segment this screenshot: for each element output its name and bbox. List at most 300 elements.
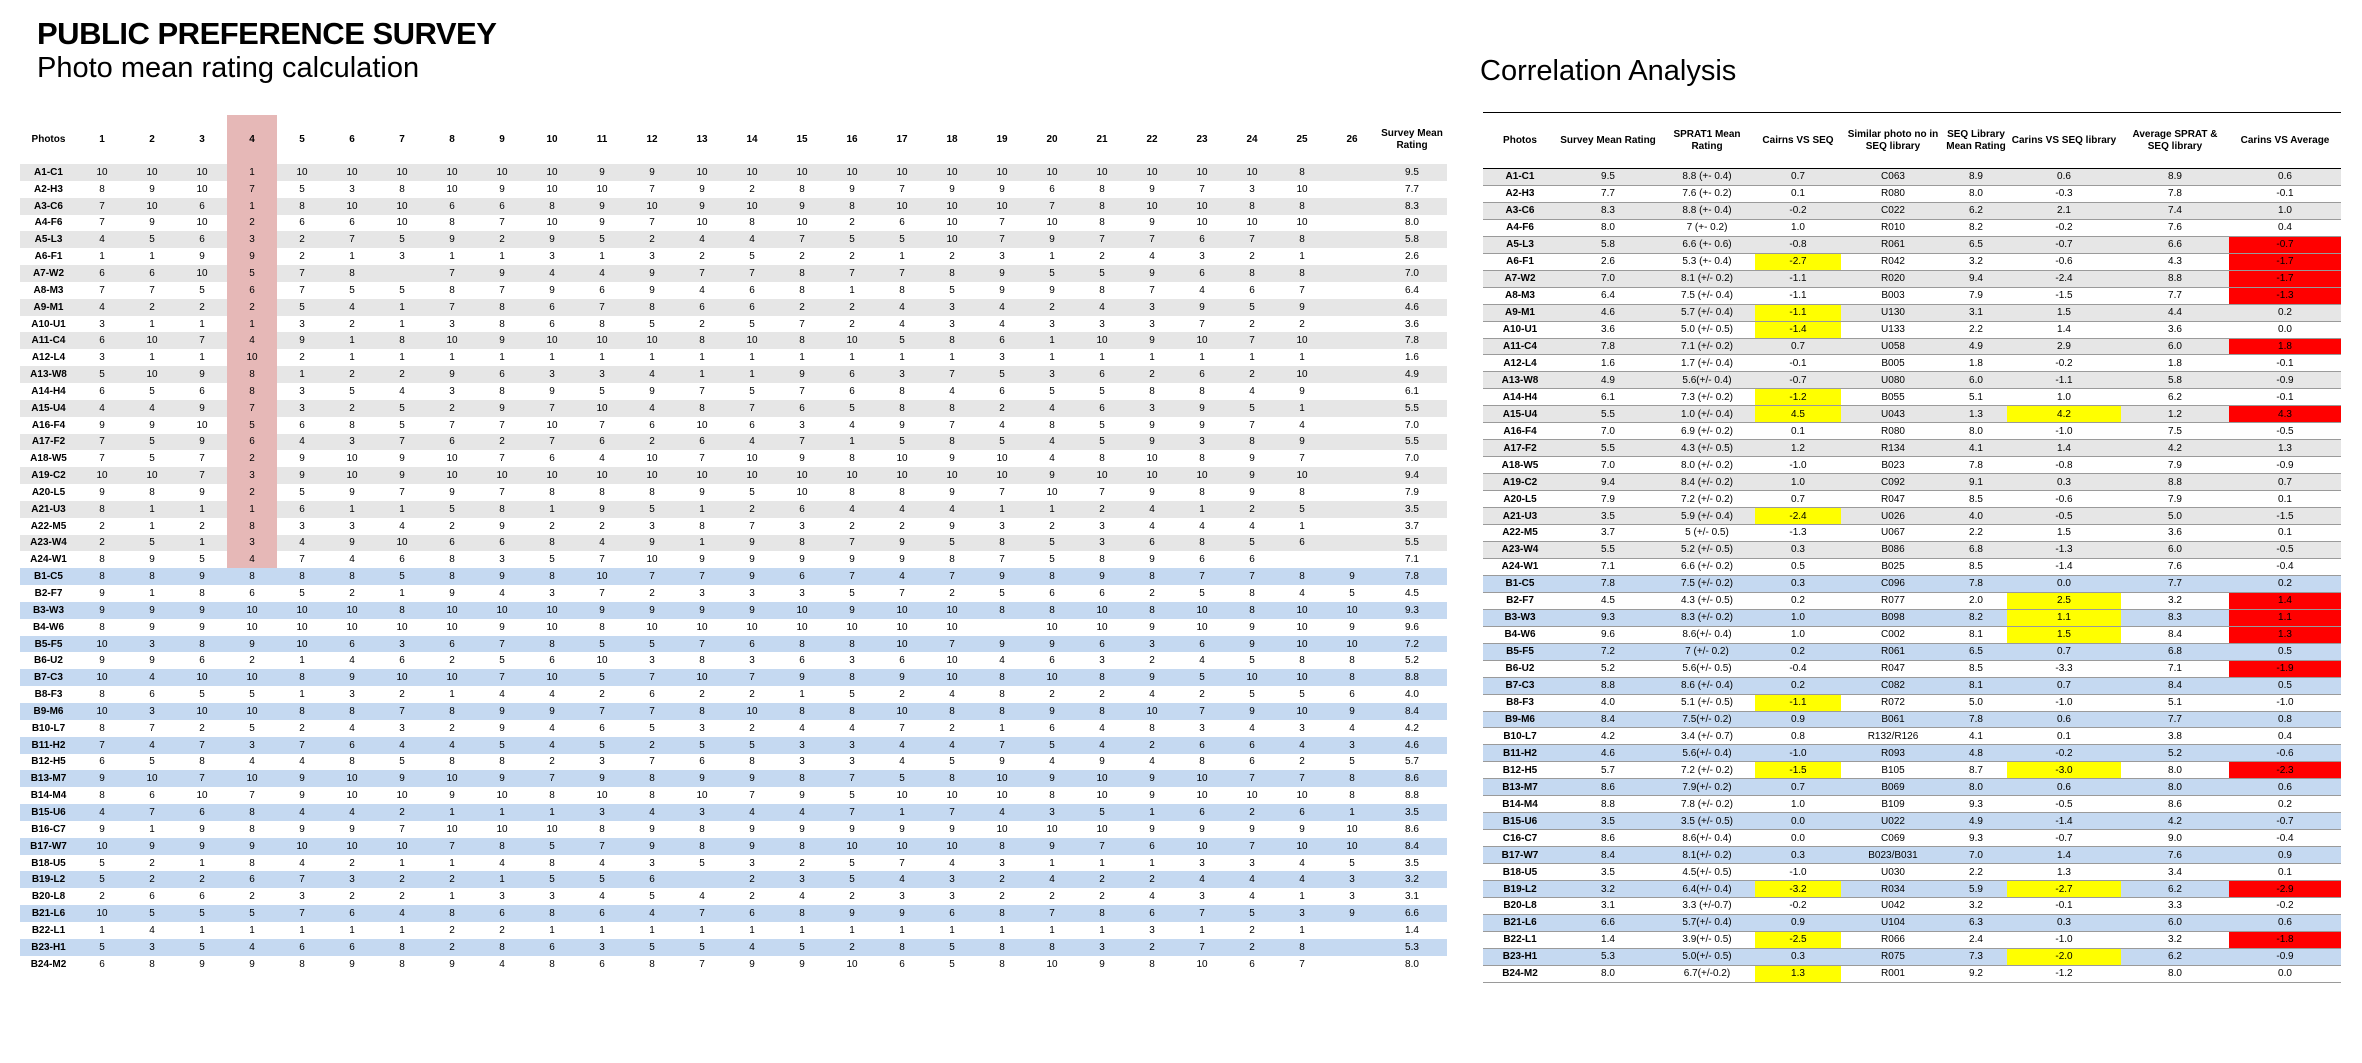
rating-cell: 8 bbox=[227, 568, 277, 585]
rating-cell: 4 bbox=[1177, 652, 1227, 669]
rating-cell: 10 bbox=[477, 821, 527, 838]
rating-cell: 4 bbox=[1227, 888, 1277, 905]
rating-cell: 10 bbox=[427, 619, 477, 636]
rating-cell: 9 bbox=[677, 602, 727, 619]
rating-cell bbox=[377, 265, 427, 282]
rating-cell: 7 bbox=[77, 215, 127, 232]
correlation-cell: 9.5 bbox=[1557, 169, 1659, 186]
rating-cell: 7 bbox=[77, 450, 127, 467]
rating-cell: 6 bbox=[77, 956, 127, 973]
rating-cell: 9 bbox=[77, 417, 127, 434]
rating-cell: 4 bbox=[1127, 501, 1177, 518]
correlation-cell: 6.2 bbox=[2121, 948, 2229, 965]
rating-cell: 5 bbox=[1177, 585, 1227, 602]
rating-cell: 7 bbox=[877, 585, 927, 602]
rating-cell: 8 bbox=[77, 181, 127, 198]
rating-cell: 5 bbox=[277, 484, 327, 501]
rating-cell: 8 bbox=[977, 956, 1027, 973]
photo-id-cell: B3-W3 bbox=[20, 602, 77, 619]
rating-cell: 1 bbox=[627, 349, 677, 366]
rating-cell: 10 bbox=[327, 164, 377, 181]
correlation-row bbox=[1483, 355, 2341, 372]
rating-cell: 10 bbox=[427, 332, 477, 349]
rating-cell: 7 bbox=[77, 434, 127, 451]
correlation-cell: 7.3 bbox=[1945, 948, 2007, 965]
rating-cell: 9 bbox=[477, 720, 527, 737]
correlation-col-header: Similar photo no in SEQ library bbox=[1841, 113, 1945, 169]
rating-cell: 4 bbox=[327, 720, 377, 737]
correlation-cell: -1.1 bbox=[1755, 694, 1841, 711]
survey-col-mean-header: Survey Mean Rating bbox=[1381, 127, 1443, 151]
rating-cell: 10 bbox=[477, 602, 527, 619]
correlation-cell: 7.7 bbox=[2121, 287, 2229, 304]
rating-cell: 1 bbox=[177, 316, 227, 333]
rating-cell: 9 bbox=[627, 602, 677, 619]
rating-cell: 10 bbox=[1277, 181, 1327, 198]
correlation-cell: 3.7 bbox=[1557, 525, 1659, 542]
rating-cell: 10 bbox=[1127, 703, 1177, 720]
rating-cell: 7 bbox=[1227, 417, 1277, 434]
rating-cell: 4 bbox=[827, 417, 877, 434]
rating-cell: 2 bbox=[277, 248, 327, 265]
correlation-header-row bbox=[1483, 113, 2341, 169]
rating-cell: 7 bbox=[727, 669, 777, 686]
rating-cell: 1 bbox=[777, 349, 827, 366]
rating-cell: 4 bbox=[227, 551, 277, 568]
correlation-cell: 0.0 bbox=[2229, 965, 2341, 982]
correlation-cell: 7.8 bbox=[1945, 711, 2007, 728]
rating-cell: 5 bbox=[77, 855, 127, 872]
rating-cell: 2 bbox=[377, 871, 427, 888]
rating-cell: 8 bbox=[277, 669, 327, 686]
rating-cell: 10 bbox=[1327, 821, 1377, 838]
rating-cell: 9 bbox=[1127, 619, 1177, 636]
rating-cell: 8 bbox=[827, 669, 877, 686]
correlation-row bbox=[1483, 931, 2341, 948]
rating-cell: 6 bbox=[627, 871, 677, 888]
survey-row bbox=[20, 568, 1447, 585]
correlation-cell: 6.6 (+- 0.6) bbox=[1659, 236, 1755, 253]
rating-cell: 3 bbox=[927, 316, 977, 333]
correlation-cell: -1.7 bbox=[2229, 270, 2341, 287]
rating-cell: 10 bbox=[227, 619, 277, 636]
correlation-cell: -1.4 bbox=[2007, 813, 2121, 830]
correlation-cell: 4.8 bbox=[1945, 745, 2007, 762]
rating-cell: 1 bbox=[727, 922, 777, 939]
rating-cell: 10 bbox=[1177, 770, 1227, 787]
rating-cell: 4 bbox=[1177, 518, 1227, 535]
rating-cell: 10 bbox=[427, 164, 477, 181]
correlation-cell: 8.1 bbox=[1945, 677, 2007, 694]
rating-cell: 6 bbox=[427, 636, 477, 653]
rating-cell: 9 bbox=[877, 905, 927, 922]
rating-cell: 10 bbox=[77, 703, 127, 720]
rating-cell: 7 bbox=[727, 787, 777, 804]
rating-cell: 10 bbox=[677, 669, 727, 686]
rating-cell: 1 bbox=[677, 535, 727, 552]
rating-cell: 9 bbox=[1127, 215, 1177, 232]
correlation-cell: -0.2 bbox=[2229, 897, 2341, 914]
rating-cell: 1 bbox=[677, 501, 727, 518]
rating-cell: 7 bbox=[877, 720, 927, 737]
rating-cell: 5 bbox=[877, 434, 927, 451]
rating-cell: 6 bbox=[1077, 400, 1127, 417]
rating-cell: 1 bbox=[1277, 349, 1327, 366]
survey-row bbox=[20, 804, 1447, 821]
correlation-cell: 0.8 bbox=[1755, 728, 1841, 745]
rating-cell: 9 bbox=[877, 551, 927, 568]
rating-cell: 9 bbox=[427, 787, 477, 804]
rating-cell: 5 bbox=[1227, 905, 1277, 922]
rating-cell: 7 bbox=[927, 366, 977, 383]
rating-cell: 6 bbox=[177, 652, 227, 669]
rating-cell: 10 bbox=[1277, 669, 1327, 686]
rating-cell: 4 bbox=[877, 737, 927, 754]
correlation-cell: -1.5 bbox=[2229, 508, 2341, 525]
correlation-cell: 8.3 (+/- 0.2) bbox=[1659, 609, 1755, 626]
rating-cell: 10 bbox=[1227, 164, 1277, 181]
correlation-cell: U022 bbox=[1841, 813, 1945, 830]
rating-cell: 9 bbox=[1027, 282, 1077, 299]
rating-cell: 1 bbox=[477, 804, 527, 821]
correlation-cell: -0.3 bbox=[2007, 185, 2121, 202]
rating-cell: 10 bbox=[427, 181, 477, 198]
rating-cell: 4 bbox=[1277, 417, 1327, 434]
correlation-cell: -0.8 bbox=[1755, 236, 1841, 253]
rating-cell: 3 bbox=[477, 888, 527, 905]
photo-id-cell: A16-F4 bbox=[1483, 423, 1557, 440]
correlation-cell: 2.2 bbox=[1945, 864, 2007, 881]
rating-cell: 9 bbox=[577, 215, 627, 232]
correlation-cell: 5.0 bbox=[1945, 694, 2007, 711]
rating-cell: 8 bbox=[77, 619, 127, 636]
rating-cell: 8 bbox=[327, 754, 377, 771]
rating-cell: 2 bbox=[427, 400, 477, 417]
rating-cell: 10 bbox=[627, 198, 677, 215]
rating-cell: 4 bbox=[1227, 383, 1277, 400]
correlation-cell: 5.3 bbox=[1557, 948, 1659, 965]
rating-cell: 7 bbox=[1127, 282, 1177, 299]
rating-cell: 10 bbox=[527, 821, 577, 838]
rating-cell: 4 bbox=[827, 720, 877, 737]
rating-cell: 9 bbox=[1177, 417, 1227, 434]
correlation-cell: -0.6 bbox=[2007, 491, 2121, 508]
rating-cell: 2 bbox=[377, 804, 427, 821]
rating-cell: 6 bbox=[1077, 585, 1127, 602]
correlation-cell: 7.0 bbox=[1557, 457, 1659, 474]
rating-cell: 6 bbox=[127, 686, 177, 703]
correlation-cell: 7.9 bbox=[2121, 491, 2229, 508]
rating-cell: 7 bbox=[77, 282, 127, 299]
rating-cell: 10 bbox=[227, 703, 277, 720]
rating-cell: 7 bbox=[777, 383, 827, 400]
rating-cell: 3 bbox=[227, 231, 277, 248]
rating-cell: 9 bbox=[177, 484, 227, 501]
survey-row bbox=[20, 332, 1447, 349]
rating-cell: 2 bbox=[1127, 585, 1177, 602]
rating-cell: 8 bbox=[877, 484, 927, 501]
photo-id-cell: B2-F7 bbox=[1483, 592, 1557, 609]
rating-cell: 6 bbox=[177, 231, 227, 248]
mean-rating-cell: 5.5 bbox=[1377, 400, 1447, 417]
correlation-row bbox=[1483, 338, 2341, 355]
mean-rating-cell: 8.3 bbox=[1377, 198, 1447, 215]
correlation-col-header: SPRAT1 Mean Rating bbox=[1659, 113, 1755, 169]
rating-cell: 6 bbox=[477, 535, 527, 552]
rating-cell: 6 bbox=[727, 636, 777, 653]
correlation-cell: R077 bbox=[1841, 592, 1945, 609]
rating-cell: 2 bbox=[827, 215, 877, 232]
rating-cell: 2 bbox=[927, 585, 977, 602]
rating-cell: 10 bbox=[327, 198, 377, 215]
rating-cell: 2 bbox=[677, 248, 727, 265]
rating-cell: 6 bbox=[1027, 720, 1077, 737]
rating-cell: 4 bbox=[77, 804, 127, 821]
photo-id-cell: A5-L3 bbox=[1483, 236, 1557, 253]
rating-cell: 8 bbox=[1027, 939, 1077, 956]
correlation-cell: 5.9 bbox=[1945, 881, 2007, 898]
rating-cell: 10 bbox=[677, 787, 727, 804]
mean-rating-cell: 7.0 bbox=[1377, 265, 1447, 282]
correlation-cell: 0.4 bbox=[2229, 728, 2341, 745]
photo-id-cell: B15-U6 bbox=[1483, 813, 1557, 830]
rating-cell: 8 bbox=[1277, 939, 1327, 956]
correlation-row bbox=[1483, 219, 2341, 236]
rating-cell: 2 bbox=[627, 434, 677, 451]
correlation-cell: B098 bbox=[1841, 609, 1945, 626]
rating-cell: 3 bbox=[727, 855, 777, 872]
rating-cell: 10 bbox=[577, 568, 627, 585]
rating-cell: 9 bbox=[727, 956, 777, 973]
survey-row bbox=[20, 316, 1447, 333]
rating-cell: 2 bbox=[327, 888, 377, 905]
rating-cell: 4 bbox=[927, 501, 977, 518]
rating-cell: 10 bbox=[1177, 956, 1227, 973]
rating-cell: 4 bbox=[277, 804, 327, 821]
rating-cell: 4 bbox=[977, 316, 1027, 333]
rating-cell: 1 bbox=[177, 922, 227, 939]
photo-id-cell: B18-U5 bbox=[1483, 864, 1557, 881]
rating-cell: 9 bbox=[627, 265, 677, 282]
rating-cell: 3 bbox=[1127, 400, 1177, 417]
rating-cell: 10 bbox=[1277, 467, 1327, 484]
photo-id-cell: B13-M7 bbox=[1483, 779, 1557, 796]
rating-cell: 6 bbox=[327, 905, 377, 922]
rating-cell: 6 bbox=[1327, 686, 1377, 703]
correlation-cell: -1.4 bbox=[1755, 321, 1841, 338]
rating-cell: 4 bbox=[627, 905, 677, 922]
mean-rating-cell: 1.4 bbox=[1377, 922, 1447, 939]
rating-cell: 2 bbox=[677, 686, 727, 703]
rating-cell: 8 bbox=[177, 636, 227, 653]
rating-cell: 8 bbox=[877, 400, 927, 417]
photo-id-cell: A12-L4 bbox=[20, 349, 77, 366]
correlation-col-header: Survey Mean Rating bbox=[1557, 113, 1659, 169]
rating-cell: 5 bbox=[627, 501, 677, 518]
correlation-cell: 6.6 bbox=[1557, 914, 1659, 931]
rating-cell: 10 bbox=[1127, 164, 1177, 181]
correlation-cell: 0.3 bbox=[1755, 847, 1841, 864]
rating-cell: 3 bbox=[1227, 855, 1277, 872]
rating-cell: 3 bbox=[277, 518, 327, 535]
rating-cell: 1 bbox=[1277, 400, 1327, 417]
rating-cell: 1 bbox=[877, 804, 927, 821]
rating-cell: 5 bbox=[927, 535, 977, 552]
rating-cell: 7 bbox=[77, 198, 127, 215]
rating-cell: 2 bbox=[1227, 922, 1277, 939]
rating-cell: 8 bbox=[627, 299, 677, 316]
rating-cell: 6 bbox=[1027, 181, 1077, 198]
correlation-cell: 8.6 bbox=[1557, 779, 1659, 796]
correlation-cell: B005 bbox=[1841, 355, 1945, 372]
rating-cell: 1 bbox=[127, 349, 177, 366]
mean-rating-cell: 3.5 bbox=[1377, 804, 1447, 821]
rating-cell: 9 bbox=[377, 770, 427, 787]
rating-cell: 8 bbox=[1127, 383, 1177, 400]
rating-cell: 9 bbox=[327, 821, 377, 838]
survey-col-participant-header: 15 bbox=[796, 133, 808, 145]
rating-cell bbox=[1327, 248, 1377, 265]
rating-cell: 6 bbox=[77, 383, 127, 400]
rating-cell: 3 bbox=[1177, 248, 1227, 265]
rating-cell: 9 bbox=[727, 535, 777, 552]
rating-cell: 6 bbox=[177, 804, 227, 821]
correlation-cell: B069 bbox=[1841, 779, 1945, 796]
correlation-row bbox=[1483, 169, 2341, 186]
rating-cell: 5 bbox=[1327, 754, 1377, 771]
correlation-cell: -0.7 bbox=[2229, 813, 2341, 830]
rating-cell: 3 bbox=[1027, 804, 1077, 821]
correlation-cell: 0.9 bbox=[1755, 711, 1841, 728]
rating-cell: 9 bbox=[777, 366, 827, 383]
rating-cell: 10 bbox=[127, 332, 177, 349]
rating-cell: 10 bbox=[577, 787, 627, 804]
rating-cell bbox=[1327, 551, 1377, 568]
correlation-cell: 6.2 bbox=[2121, 389, 2229, 406]
correlation-cell: 8.1(+/- 0.2) bbox=[1659, 847, 1755, 864]
photo-id-cell: A14-H4 bbox=[1483, 389, 1557, 406]
rating-cell: 2 bbox=[77, 518, 127, 535]
rating-cell: 5 bbox=[827, 871, 877, 888]
rating-cell: 1 bbox=[327, 349, 377, 366]
rating-cell: 2 bbox=[727, 720, 777, 737]
rating-cell: 6 bbox=[877, 652, 927, 669]
correlation-cell: 2.2 bbox=[1945, 525, 2007, 542]
correlation-cell: 4.3 bbox=[2229, 406, 2341, 423]
rating-cell: 1 bbox=[1027, 855, 1077, 872]
rating-cell bbox=[1327, 939, 1377, 956]
rating-cell: 10 bbox=[977, 467, 1027, 484]
rating-cell: 10 bbox=[1177, 332, 1227, 349]
rating-cell: 4 bbox=[677, 231, 727, 248]
rating-cell: 10 bbox=[877, 164, 927, 181]
rating-cell: 7 bbox=[177, 332, 227, 349]
rating-cell: 5 bbox=[1227, 400, 1277, 417]
rating-cell: 5 bbox=[927, 956, 977, 973]
rating-cell: 9 bbox=[677, 484, 727, 501]
survey-header-row bbox=[20, 115, 1447, 164]
rating-cell: 8 bbox=[1177, 383, 1227, 400]
rating-cell: 8 bbox=[277, 703, 327, 720]
correlation-cell: 4.6 bbox=[1557, 745, 1659, 762]
correlation-cell: 4.1 bbox=[1945, 440, 2007, 457]
rating-cell: 5 bbox=[377, 231, 427, 248]
rating-cell: 9 bbox=[277, 787, 327, 804]
rating-cell: 10 bbox=[1077, 332, 1127, 349]
rating-cell: 8 bbox=[227, 383, 277, 400]
photo-id-cell: B24-M2 bbox=[20, 956, 77, 973]
survey-row bbox=[20, 922, 1447, 939]
rating-cell: 3 bbox=[727, 652, 777, 669]
photo-id-cell: A12-L4 bbox=[1483, 355, 1557, 372]
rating-cell: 6 bbox=[327, 939, 377, 956]
correlation-cell: 6.2 bbox=[1945, 202, 2007, 219]
rating-cell: 5 bbox=[877, 332, 927, 349]
correlation-cell: 7.3 (+/- 0.2) bbox=[1659, 389, 1755, 406]
mean-rating-cell: 7.0 bbox=[1377, 450, 1447, 467]
correlation-cell: U058 bbox=[1841, 338, 1945, 355]
correlation-cell: 1.0 (+/- 0.4) bbox=[1659, 406, 1755, 423]
correlation-cell: 5.0 bbox=[2121, 508, 2229, 525]
rating-cell: 7 bbox=[427, 838, 477, 855]
photo-id-cell: B7-C3 bbox=[20, 669, 77, 686]
photo-id-cell: A19-C2 bbox=[1483, 474, 1557, 491]
rating-cell: 3 bbox=[827, 737, 877, 754]
rating-cell: 5 bbox=[1027, 383, 1077, 400]
photo-id-cell: A21-U3 bbox=[20, 501, 77, 518]
correlation-cell: 1.8 bbox=[2121, 355, 2229, 372]
rating-cell: 7 bbox=[1177, 181, 1227, 198]
rating-cell: 1 bbox=[1027, 922, 1077, 939]
rating-cell: 5 bbox=[727, 316, 777, 333]
correlation-cell: 7.8 bbox=[1945, 575, 2007, 592]
rating-cell: 2 bbox=[1077, 888, 1127, 905]
rating-cell: 6 bbox=[527, 939, 577, 956]
rating-cell: 10 bbox=[727, 467, 777, 484]
correlation-row bbox=[1483, 864, 2341, 881]
rating-cell: 10 bbox=[527, 332, 577, 349]
correlation-cell: -0.1 bbox=[1755, 355, 1841, 372]
photo-id-cell: A1-C1 bbox=[1483, 169, 1557, 186]
rating-cell: 4 bbox=[277, 855, 327, 872]
rating-cell: 9 bbox=[1177, 299, 1227, 316]
rating-cell: 7 bbox=[1177, 905, 1227, 922]
photo-id-cell: B9-M6 bbox=[1483, 711, 1557, 728]
rating-cell: 6 bbox=[927, 905, 977, 922]
rating-cell: 7 bbox=[677, 956, 727, 973]
rating-cell: 4 bbox=[277, 535, 327, 552]
rating-cell: 2 bbox=[1127, 652, 1177, 669]
photo-id-cell: A22-M5 bbox=[1483, 525, 1557, 542]
correlation-cell: -1.5 bbox=[1755, 762, 1841, 779]
correlation-cell: 5.6(+/- 0.4) bbox=[1659, 372, 1755, 389]
correlation-cell: B055 bbox=[1841, 389, 1945, 406]
rating-cell: 1 bbox=[627, 922, 677, 939]
correlation-cell: 7.6 bbox=[2121, 847, 2229, 864]
mean-rating-cell: 4.2 bbox=[1377, 720, 1447, 737]
mean-rating-cell: 4.5 bbox=[1377, 585, 1447, 602]
photo-id-cell: A3-C6 bbox=[20, 198, 77, 215]
correlation-cell: -0.7 bbox=[2229, 236, 2341, 253]
rating-cell: 5 bbox=[127, 905, 177, 922]
correlation-cell: -3.0 bbox=[2007, 762, 2121, 779]
survey-col-participant-header: 22 bbox=[1146, 133, 1158, 145]
correlation-cell: 5.2 (+/- 0.5) bbox=[1659, 541, 1755, 558]
rating-cell bbox=[1277, 551, 1327, 568]
photo-id-cell: A17-F2 bbox=[20, 434, 77, 451]
rating-cell: 5 bbox=[627, 316, 677, 333]
correlation-cell: 3.4 bbox=[2121, 864, 2229, 881]
